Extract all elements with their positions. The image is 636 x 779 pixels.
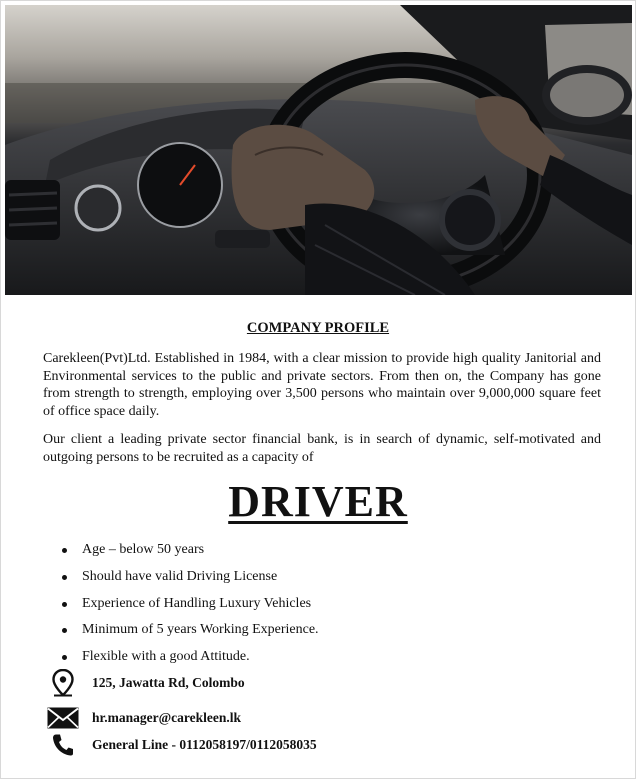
requirement-item: Minimum of 5 years Working Experience.	[62, 620, 319, 647]
phone-text[interactable]: General Line - 0112058197/0112058035	[92, 737, 317, 752]
phone-icon	[46, 731, 80, 759]
address-text: 125, Jawatta Rd, Colombo	[92, 675, 245, 690]
contact-address	[46, 669, 606, 697]
requirements-list	[62, 540, 319, 674]
hero-photo	[5, 5, 632, 295]
requirement-item: Should have valid Driving License	[62, 567, 319, 594]
contact-email	[46, 704, 606, 732]
company-profile-paragraph: Carekleen(Pvt)Ltd. Established in 1984, with a clear mission to provide high quality Janitorial and Environmental services to the public and private sectors. From then on, the Company has gone from strength to strength, employing over 3,500 persons who maintain over 9,000,000 square feet of office space daily.	[43, 351, 601, 419]
requirement-item: Experience of Handling Luxury Vehicles	[62, 594, 319, 621]
job-title	[0, 476, 636, 528]
job-title-text: DRIVER	[228, 477, 408, 526]
envelope-icon	[46, 704, 80, 732]
recruitment-paragraph: Our client a leading private sector financial bank, is in search of dynamic, self-motivated and outgoing persons to be recruited as a capacity of	[43, 432, 601, 465]
location-pin-icon	[46, 669, 80, 697]
company-profile-heading: COMPANY PROFILE	[246, 320, 390, 336]
requirement-item: Flexible with a good Attitude.	[62, 647, 319, 674]
email-link[interactable]: hr.manager@carekleen.lk	[92, 710, 242, 725]
contact-phone	[46, 731, 606, 759]
requirement-item: Age – below 50 years	[62, 540, 319, 567]
steering-wheel-illustration	[5, 5, 632, 295]
